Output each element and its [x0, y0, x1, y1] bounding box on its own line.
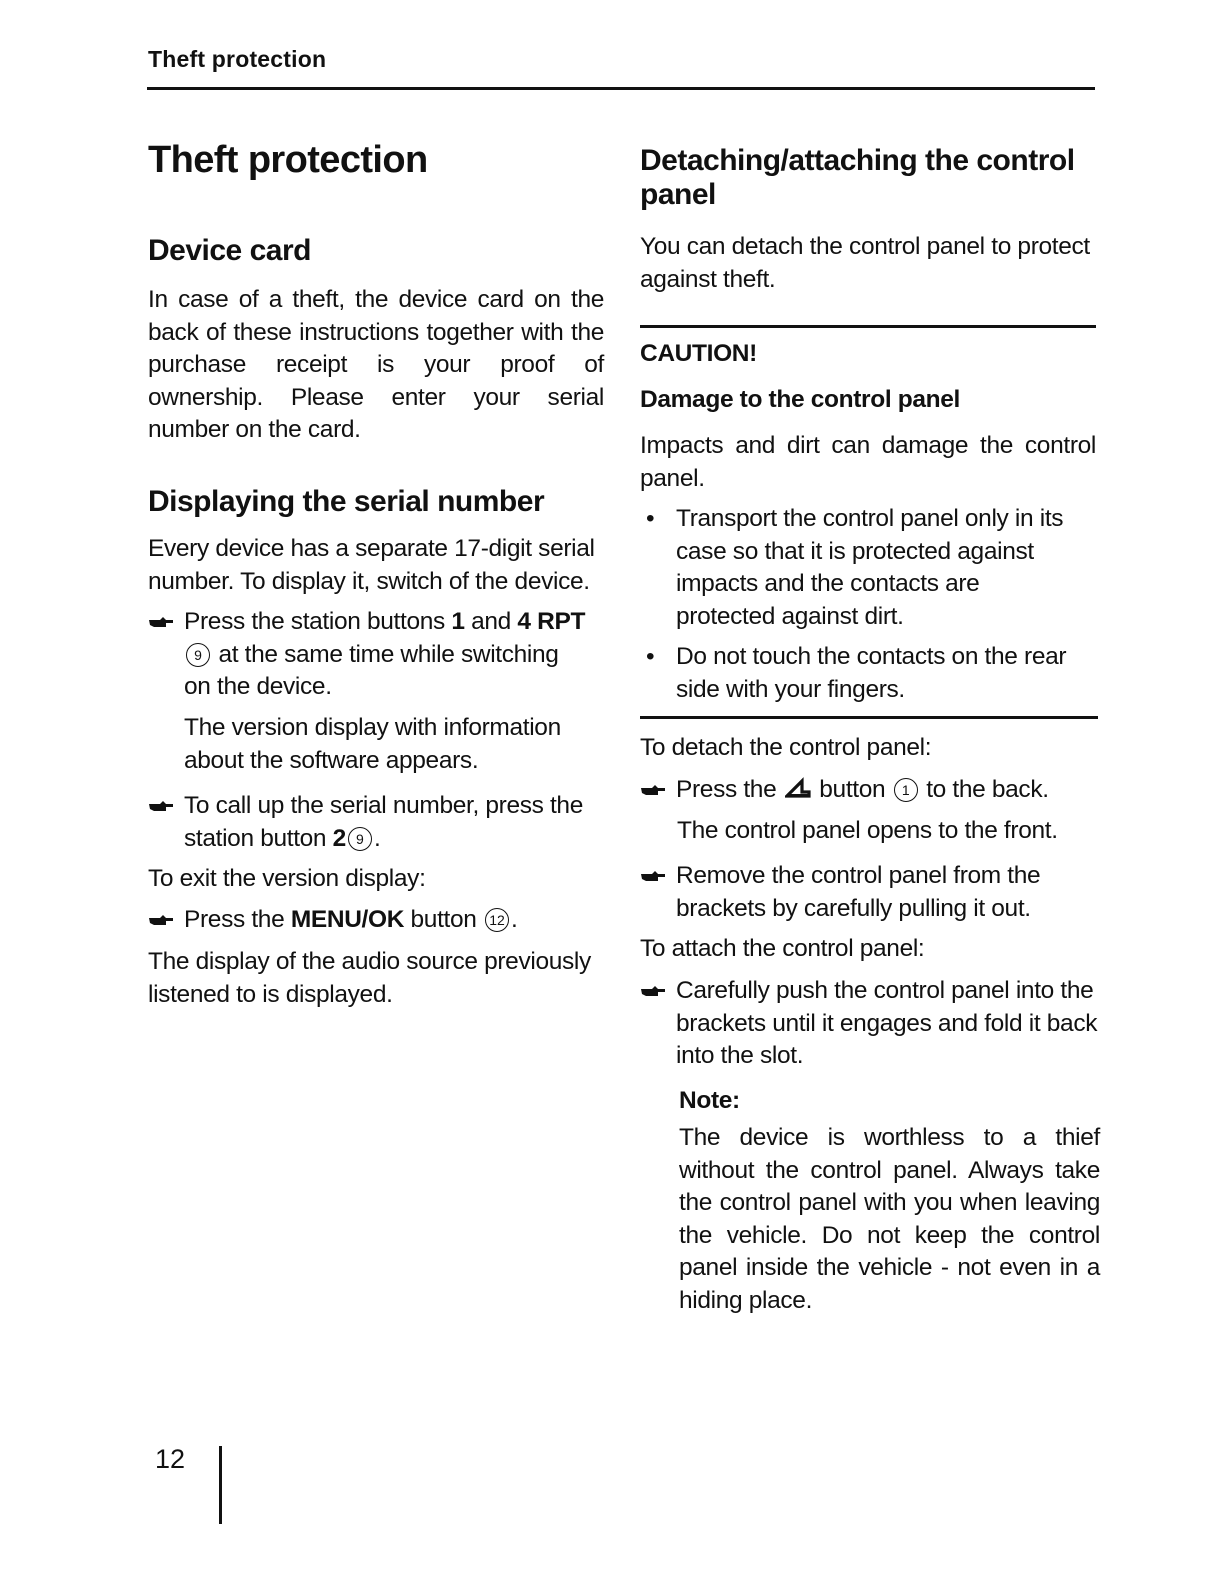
pointing-hand-icon [148, 616, 174, 630]
page-title: Theft protection [148, 139, 428, 181]
running-title: Theft protection [148, 46, 327, 72]
callout-number: 12 [485, 908, 509, 932]
attach-label: To attach the control panel: [640, 935, 925, 962]
step-text: at the same time while switching on the device. [184, 640, 559, 700]
detach-intro: You can detach the control panel to protect against theft. [640, 233, 1090, 293]
serial-heading: Displaying the serial number [148, 485, 545, 518]
callout-number: 9 [348, 827, 372, 851]
step-text: and [464, 608, 518, 635]
step-text: . [373, 824, 381, 852]
step-text: button [812, 776, 892, 803]
caution-bottom-rule [640, 716, 1098, 719]
station-button-1: 1 [451, 608, 465, 635]
attach-step [640, 975, 1100, 1073]
bullet-dot: • [646, 643, 655, 670]
exit-label: To exit the version display: [148, 865, 426, 892]
menu-ok-button-label: MENU/OK [290, 906, 405, 933]
step-text: to the back. [919, 776, 1049, 803]
eject-icon [785, 777, 811, 799]
detach-heading: Detaching/attaching the control panel [640, 144, 1075, 211]
closing-text: The display of the audio source previously listened to is displayed. [148, 948, 591, 1008]
step-text: Press the [676, 776, 783, 803]
caution-subheading: Damage to the control panel [640, 386, 960, 413]
step-text: Press the [184, 906, 291, 933]
pointing-hand-icon [640, 870, 666, 884]
station-button-2: 2 [332, 824, 346, 852]
station-button-4-rpt: 4 RPT [517, 608, 586, 635]
serial-step-2 [148, 790, 588, 855]
step-text: . [511, 906, 518, 933]
page-number: 12 [155, 1444, 186, 1474]
device-card-heading: Device card [148, 234, 311, 267]
step-1-result: The version display with information about the software appears. [184, 714, 561, 774]
pointing-hand-icon [640, 784, 666, 798]
caution-top-rule [640, 325, 1096, 328]
page-number-bar [219, 1446, 222, 1524]
step-text: To call up the serial number, press the station button [184, 792, 583, 852]
caution-bullet [640, 641, 1070, 706]
note-label: Note: [679, 1087, 740, 1114]
detach-step-2 [640, 860, 1060, 925]
serial-intro: Every device has a separate 17-digit serial number. To display it, switch of the device. [148, 535, 595, 595]
device-card-text: In case of a theft, the device card on the back of these instructions together with the purchase receipt is your proof of ownership. Please enter your serial number on the card. [148, 286, 604, 443]
bullet-text: Do not touch the contacts on the rear side with your fingers. [676, 643, 1067, 703]
step-text: Remove the control panel from the brackets by carefully pulling it out. [676, 862, 1041, 922]
note-text: The device is worthless to a thief without the control panel. Always take the control panel with you when leaving the vehicle. Do not keep the control panel inside the vehicle - not even in a hiding place. [679, 1124, 1100, 1314]
bullet-dot: • [646, 505, 655, 532]
serial-step-3 [148, 904, 608, 937]
bullet-text: Transport the control panel only in its case so that it is protected against impacts and the contacts are protected against dirt. [676, 505, 1064, 630]
detach-step-1 [640, 774, 1100, 807]
step-text: button [404, 906, 483, 933]
pointing-hand-icon [148, 914, 174, 928]
caution-bullet [640, 503, 1070, 633]
serial-step-1 [148, 606, 588, 704]
detach-result: The control panel opens to the front. [677, 817, 1058, 844]
step-text: Carefully push the control panel into the brackets until it engages and fold it back into the slot. [676, 977, 1098, 1069]
caution-label: CAUTION! [640, 340, 757, 367]
pointing-hand-icon [640, 985, 666, 999]
step-text: Press the station buttons [184, 608, 452, 635]
detach-label: To detach the control panel: [640, 734, 932, 761]
callout-number: 9 [186, 643, 210, 667]
caution-text: Impacts and dirt can damage the control panel. [640, 432, 1096, 492]
header-rule [147, 87, 1095, 90]
pointing-hand-icon [148, 800, 174, 814]
callout-number: 1 [894, 778, 918, 802]
